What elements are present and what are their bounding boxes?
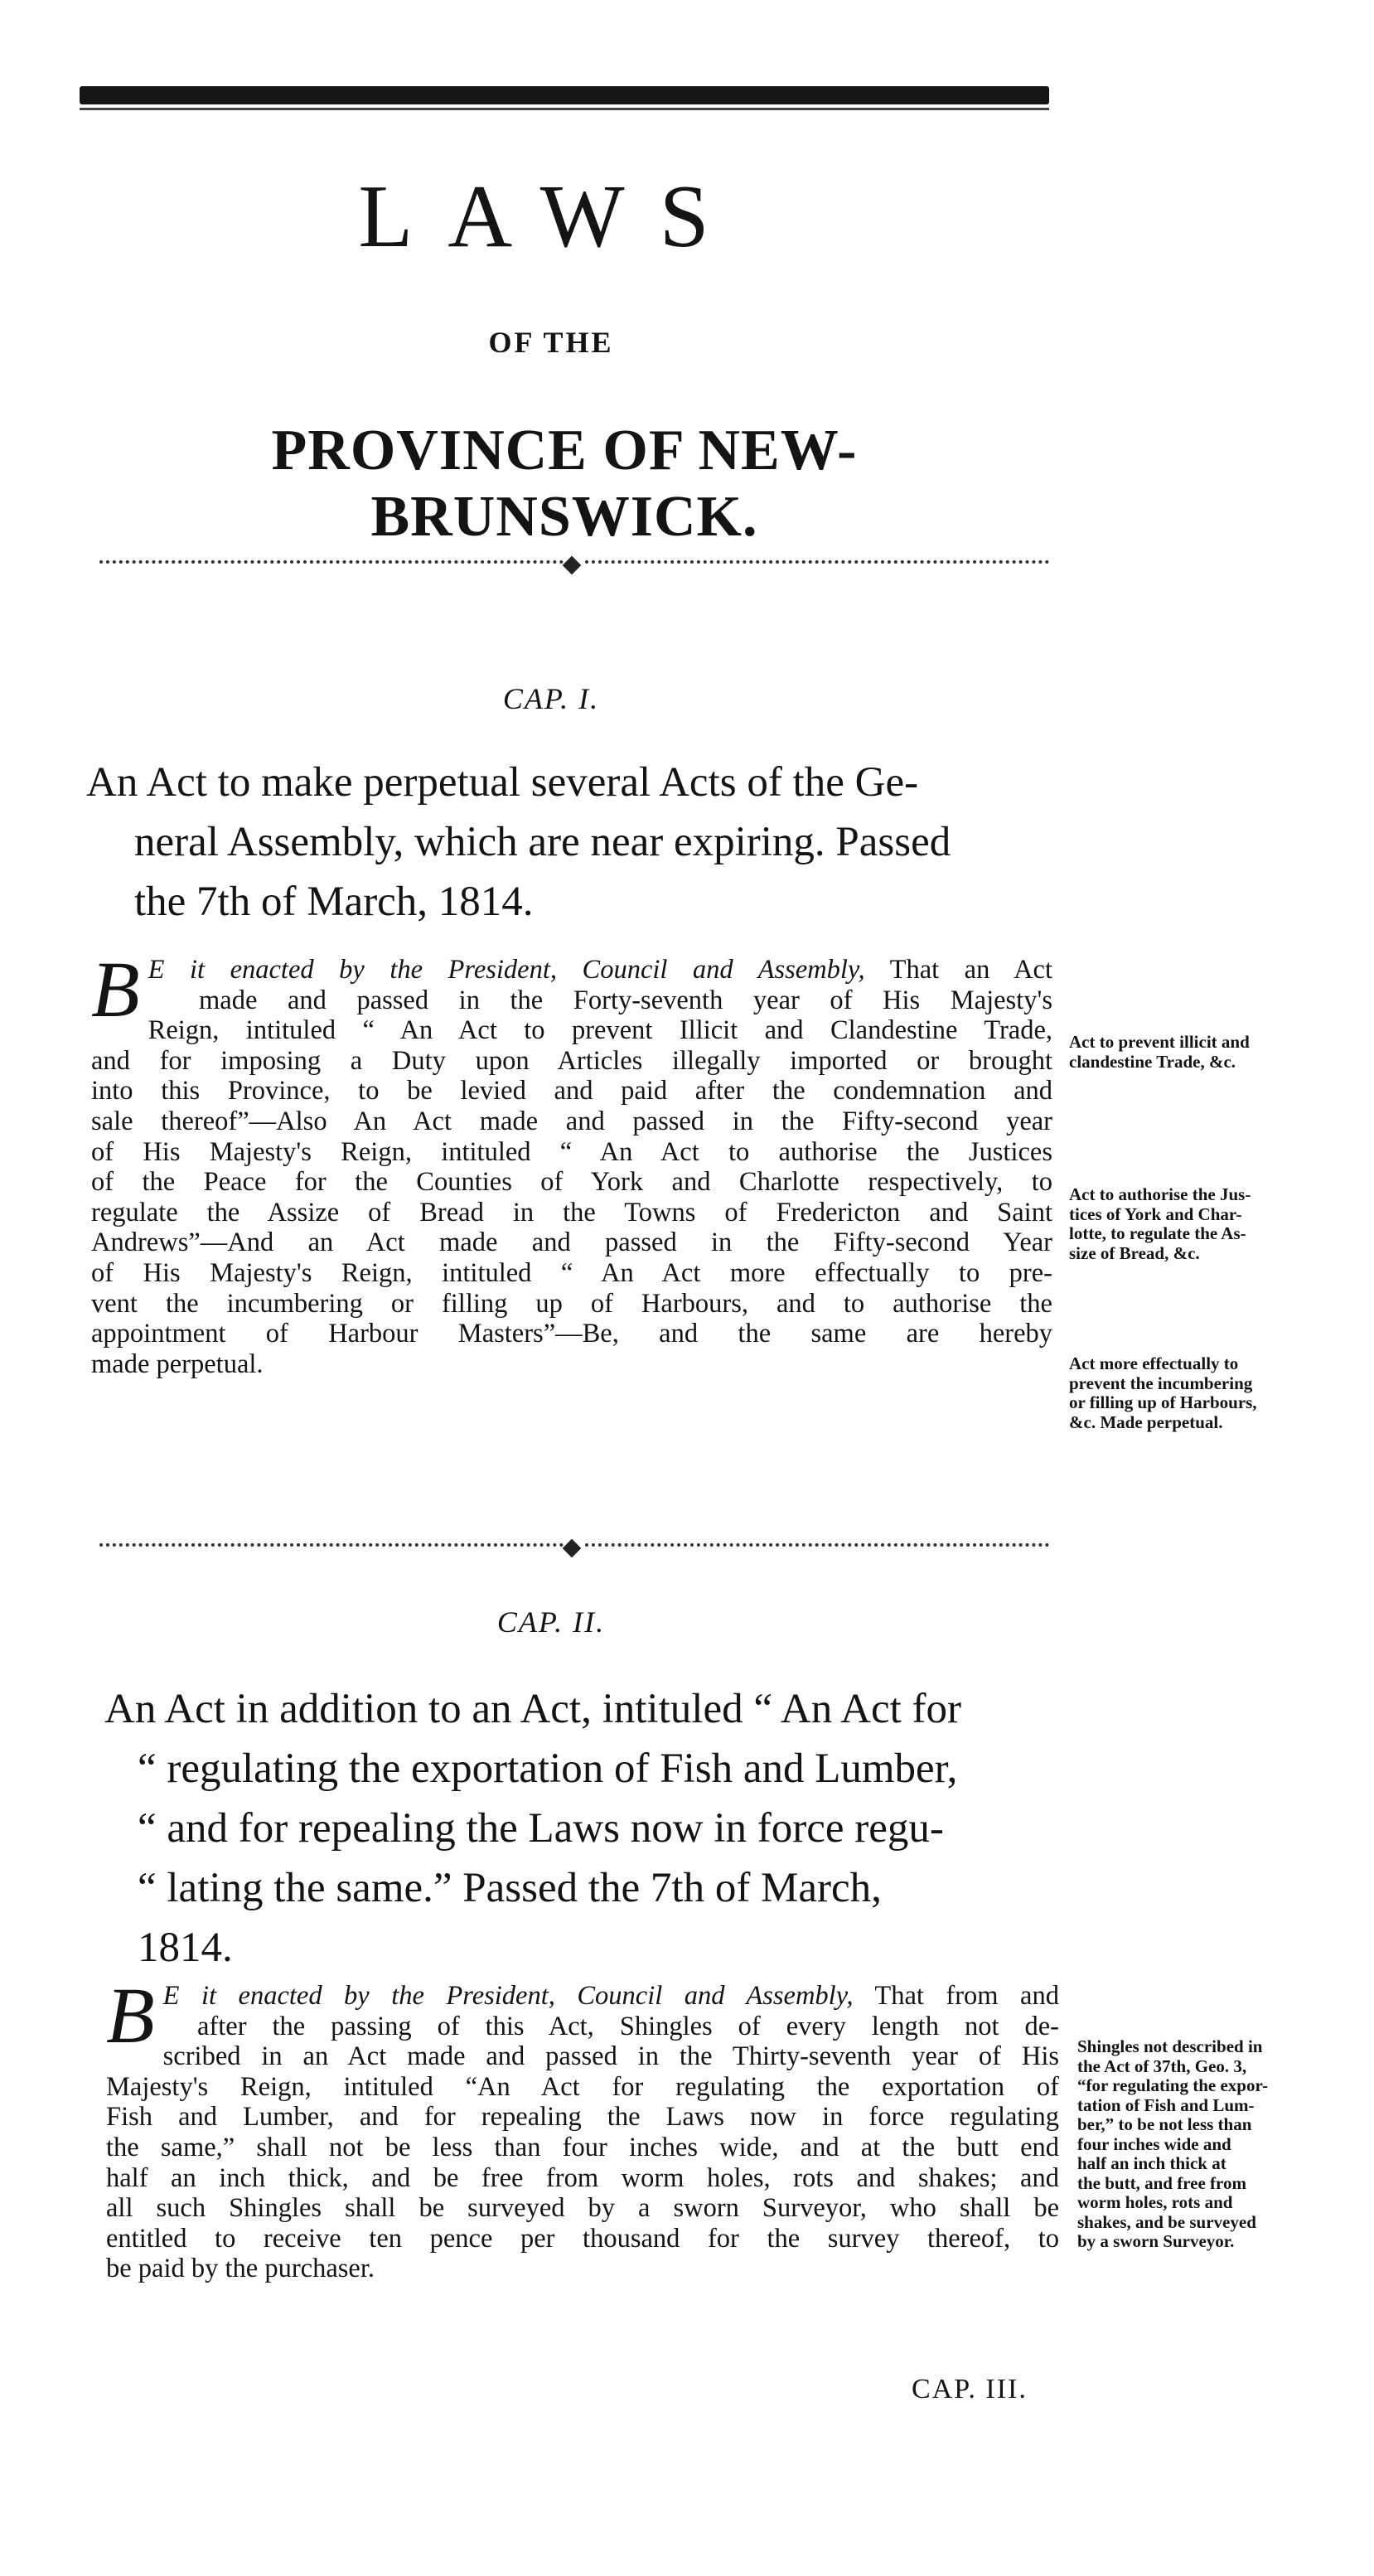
ornament-rule-left: [99, 560, 564, 577]
margin-note-line: “for regulating the expor-: [1077, 2075, 1268, 2095]
cap-2-body-line: Fish and Lumber, and for repealing the Laws now in force regulating: [106, 2102, 1059, 2133]
top-rule-thin: [80, 108, 1049, 110]
cap-2-body-line: entitled to receive ten pence per thousand for the survey thereof, to: [106, 2223, 1059, 2254]
cap-2-body-line: after the passing of this Act, Shingles of every length not de-: [197, 2011, 1059, 2041]
margin-note-line: worm holes, rots and: [1077, 2192, 1233, 2212]
margin-note-line: size of Bread, &c.: [1069, 1242, 1200, 1263]
cap-2-body-line: the same,” shall not be less than four inches wide, and at the butt end: [106, 2132, 1059, 2162]
cap-2-body: [106, 1971, 1059, 2284]
cap-2-margin-note: [1077, 2037, 1318, 2252]
catchword: CAP. III.: [912, 2374, 1028, 2404]
cap-2-enacting-rest: That from and: [853, 1981, 1059, 2011]
margin-note-line: prevent the incumbering: [1069, 1373, 1253, 1393]
cap-2-dropcap: B: [106, 1971, 155, 2060]
top-rule: [80, 86, 1049, 104]
document-title: LAWS: [358, 167, 744, 266]
cap-2-heading-line: “ regulating the exportation of Fish and Lumber,: [138, 1746, 958, 1792]
cap-2-body-line: be paid by the purchaser.: [106, 2254, 375, 2284]
margin-note-line: &c. Made perpetual.: [1069, 1411, 1223, 1432]
margin-note-line: shakes, and be surveyed: [1077, 2211, 1256, 2232]
cap-2-heading-line: “ lating the same.” Passed the 7th of March,: [138, 1865, 882, 1911]
cap-2-body-line: scribed in an Act made and passed in the Thirty-seventh year of His: [162, 2041, 1059, 2072]
margin-note-line: ber,” to be not less than: [1077, 2114, 1252, 2134]
cap-1-body-line: of the Peace for the Counties of York and Charlotte respectively, to: [91, 1167, 1052, 1198]
ornament-rule-left: [99, 1543, 564, 1560]
cap-1-heading-line: An Act to make perpetual several Acts of the Ge-: [86, 759, 919, 806]
cap-2-heading-line: “ and for repealing the Laws now in force regu-: [138, 1805, 944, 1852]
cap-1-body-line: and for imposing a Duty upon Articles illegally imported or brought: [91, 1045, 1052, 1076]
margin-note-line: Act to authorise the Jus-: [1069, 1184, 1251, 1204]
cap-1-body-line: of His Majesty's Reign, intituled “ An Act more effectually to pre-: [91, 1257, 1052, 1288]
margin-note-line: by a sworn Surveyor.: [1077, 2231, 1235, 2251]
cap-2-heading-line: An Act in addition to an Act, intituled “ An Act for: [104, 1686, 962, 1732]
margin-note-line: Act to prevent illicit and: [1069, 1032, 1250, 1052]
margin-note-line: clandestine Trade, &c.: [1069, 1051, 1236, 1072]
cap-1-body-line: into this Province, to be levied and paid after the condemnation and: [91, 1076, 1052, 1106]
cap-2-body-line: half an inch thick, and be free from worm holes, rots and shakes; and: [106, 2162, 1059, 2193]
cap-2-heading-line: 1814.: [138, 1925, 233, 1971]
cap-1-margin-note: [1069, 1033, 1309, 1072]
ornament-rule-right: [585, 1543, 1049, 1560]
cap-1-body-line: made and passed in the Forty-seventh year of His Majesty's: [199, 985, 1052, 1015]
cap-1-body-line: Andrews”—And an Act made and passed in the Fifty-second Year: [91, 1227, 1052, 1258]
cap-1-body-line: of His Majesty's Reign, intituled “ An Act to authorise the Justices: [91, 1136, 1052, 1167]
margin-note-line: Act more effectually to: [1069, 1353, 1239, 1373]
cap-1-margin-note: [1069, 1354, 1309, 1432]
margin-note-line: the Act of 37th, Geo. 3,: [1077, 2055, 1247, 2076]
ornament-diamond-icon: [563, 556, 582, 575]
cap-1-enacting-clause: [91, 955, 1052, 985]
cap-1-body-line: made perpetual.: [91, 1349, 264, 1379]
margin-note-line: or filling up of Harbours,: [1069, 1392, 1257, 1412]
province-title: PROVINCE OF NEW-BRUNSWICK.: [271, 419, 858, 549]
cap-1-enacting-rest: That an Act: [864, 955, 1052, 985]
cap-1-dropcap: B: [91, 945, 140, 1034]
cap-2-enacting-italic: E it enacted by the President, Council and Assembly,: [162, 1981, 854, 2011]
cap-1-heading-line: neral Assembly, which are near expiring. Passed: [134, 819, 951, 865]
margin-note-line: half an inch thick at: [1077, 2153, 1226, 2173]
cap-2-heading: [104, 1679, 961, 1978]
cap-2-enacting-clause: [106, 1981, 1059, 2012]
cap-1-enacting-italic: E it enacted by the President, Council and Assembly,: [148, 955, 865, 985]
cap-1-body-line: regulate the Assize of Bread in the Towns of Fredericton and Saint: [91, 1197, 1052, 1227]
cap-1-heading-line: the 7th of March, 1814.: [134, 879, 534, 925]
margin-note-line: the butt, and free from: [1077, 2172, 1246, 2193]
cap-2-body-line: all such Shingles shall be surveyed by a sworn Surveyor, who shall be: [106, 2193, 1059, 2224]
margin-note-line: four inches wide and: [1077, 2133, 1231, 2154]
cap-1-body: [91, 945, 1052, 1379]
cap-2-body-line: Majesty's Reign, intituled “An Act for regulating the exportation of: [106, 2071, 1059, 2102]
cap-1-body-line: appointment of Harbour Masters”—Be, and the same are hereby: [91, 1319, 1052, 1349]
title-of-the: OF THE: [488, 326, 614, 359]
ornament-rule-right: [585, 560, 1049, 577]
margin-note-line: tices of York and Char-: [1069, 1203, 1242, 1224]
ornament-diamond-icon: [563, 1539, 582, 1558]
margin-note-line: tation of Fish and Lum-: [1077, 2094, 1255, 2115]
cap-2-label: CAP. II.: [496, 1605, 606, 1639]
cap-1-heading: [86, 753, 951, 932]
cap-1-body-line: vent the incumbering or filling up of Harbours, and to authorise the: [91, 1288, 1052, 1319]
margin-note-line: lotte, to regulate the As-: [1069, 1223, 1246, 1243]
cap-1-label: CAP. I.: [502, 682, 600, 715]
cap-1-body-line: Reign, intituled “ An Act to prevent Illicit and Clandestine Trade,: [148, 1015, 1052, 1046]
cap-1-margin-note: [1069, 1185, 1309, 1263]
margin-note-line: Shingles not described in: [1077, 2036, 1263, 2056]
cap-1-body-line: sale thereof”—Also An Act made and passed in the Fifty-second year: [91, 1106, 1052, 1136]
